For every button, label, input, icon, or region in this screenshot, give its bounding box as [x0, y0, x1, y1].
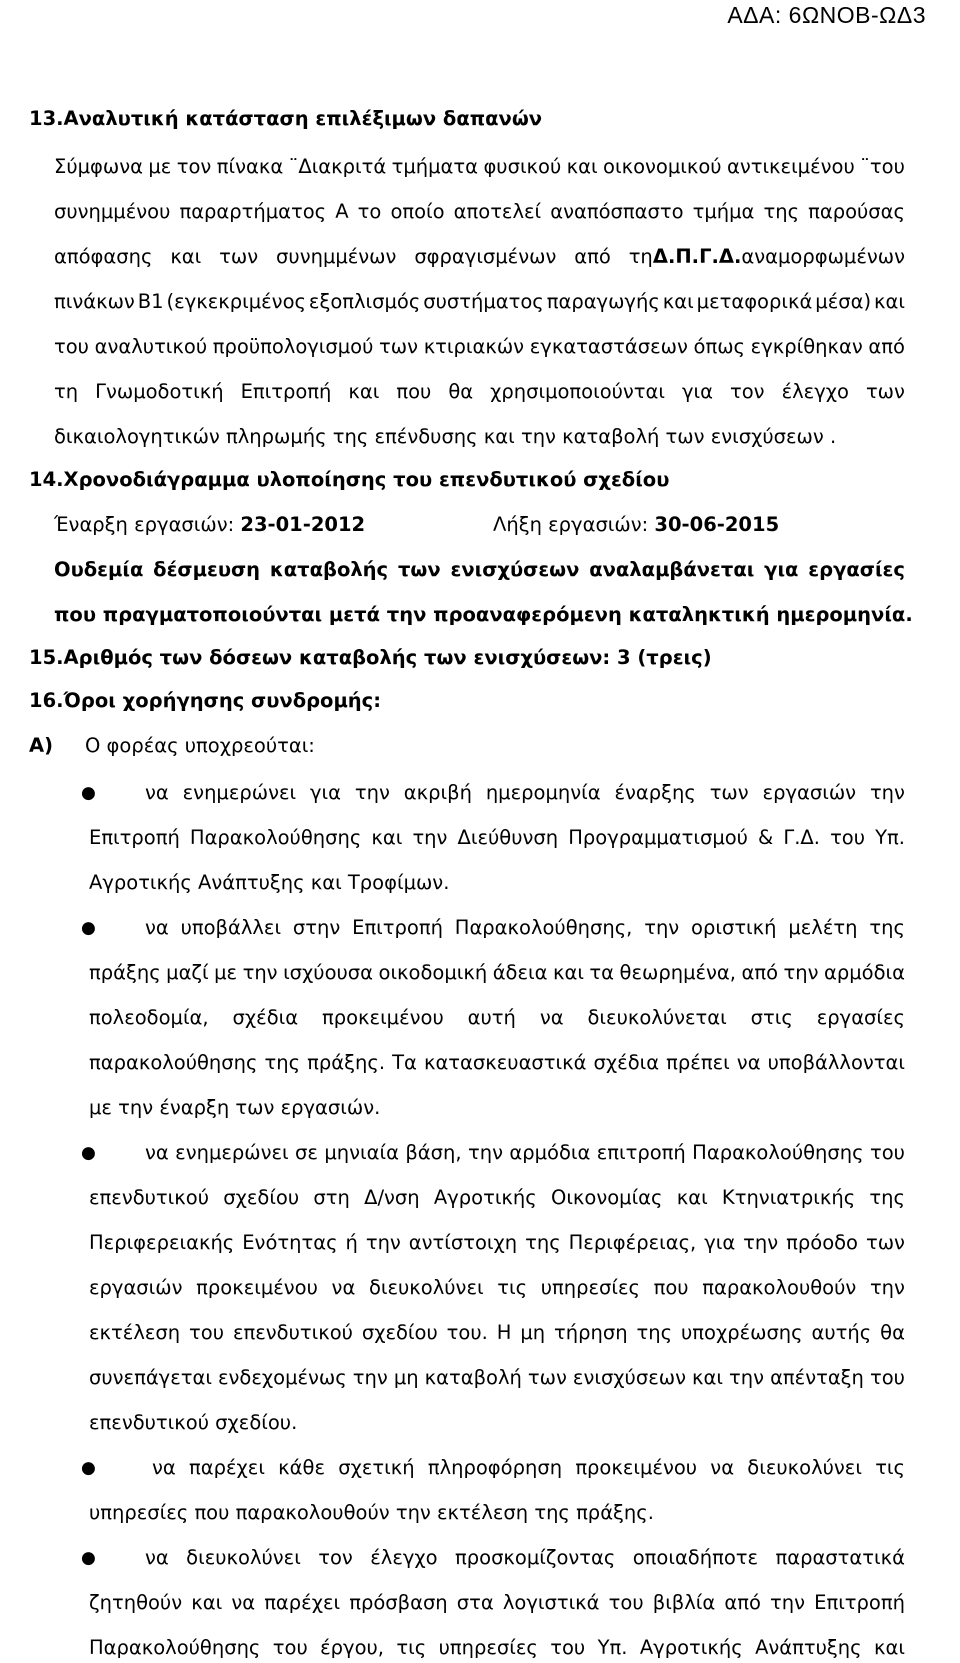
- word: θεωρημένα,: [619, 961, 736, 984]
- word: της: [525, 1231, 561, 1254]
- word: καταβολή: [424, 1366, 522, 1389]
- word: τμήμα: [692, 200, 755, 223]
- word: την: [869, 781, 905, 804]
- word: μη: [520, 1321, 546, 1344]
- subsection-a-label: Α): [29, 734, 54, 757]
- word: πράξης: [89, 961, 161, 984]
- document-code-header: ΑΔΑ: 6ΩΝΟΒ-ΩΔ3: [727, 2, 926, 28]
- subsection-a-text: Ο φορέας υποχρεούται:: [85, 734, 315, 757]
- bullet-5-line: [89, 1633, 905, 1663]
- word: να: [145, 1546, 169, 1569]
- word: υπηρεσίες: [438, 1636, 538, 1659]
- word: έργου,: [320, 1636, 385, 1659]
- word: την: [770, 1591, 806, 1614]
- word: Παρακολούθησης: [89, 1636, 261, 1659]
- word: &: [758, 826, 774, 849]
- word: Ουδεμία: [54, 558, 144, 581]
- word: ακριβή: [403, 781, 472, 804]
- word: από: [574, 245, 611, 268]
- word: μη: [393, 1366, 419, 1389]
- word: οικοδομική: [378, 961, 488, 984]
- word: ζητηθούν: [89, 1591, 183, 1614]
- word: αναλαμβάνεται: [589, 558, 755, 581]
- word: προκειμένου: [575, 1456, 698, 1479]
- word: παραγωγής: [546, 290, 660, 313]
- word: Γ.Δ.: [783, 826, 820, 849]
- word: της: [869, 916, 905, 939]
- start-date-label: Έναρξη εργασιών:: [54, 513, 235, 536]
- word: προκειμένου: [322, 1006, 444, 1029]
- word: την: [354, 781, 390, 804]
- word: Περιφερειακής: [89, 1231, 235, 1254]
- word: για: [310, 781, 342, 804]
- bullet-5-line: [145, 1543, 905, 1573]
- word: τον: [318, 1546, 353, 1569]
- bullet-icon: ●: [81, 918, 96, 938]
- word: Διεύθυνση: [457, 826, 559, 849]
- word: θα: [880, 1321, 905, 1344]
- word: να: [231, 1591, 256, 1614]
- word: του: [869, 1141, 905, 1164]
- word: σχετική: [338, 1456, 415, 1479]
- word: την: [729, 1366, 765, 1389]
- word: υποχρέωσης: [680, 1321, 803, 1344]
- word: αναλυτικού: [94, 335, 208, 358]
- word: εγκρίθηκαν: [750, 335, 863, 358]
- word: σε: [295, 1141, 318, 1164]
- word: του: [189, 1321, 225, 1344]
- word: του: [830, 826, 866, 849]
- word: μηνιαία: [324, 1141, 399, 1164]
- word: Παρακολούθησης: [189, 826, 362, 849]
- word: έλεγχο: [781, 380, 849, 403]
- word: Αγροτικής: [639, 1636, 743, 1659]
- bullet-icon: ●: [81, 783, 96, 803]
- word: που: [653, 1276, 689, 1299]
- word: των: [379, 335, 419, 358]
- bullet-2-line: [145, 913, 905, 943]
- word: στην: [292, 916, 341, 939]
- word: παρέχει: [264, 1591, 341, 1614]
- word: ή: [345, 1231, 358, 1254]
- word: ενισχύσεων: [450, 558, 580, 581]
- word: σχεδίου: [361, 1321, 438, 1344]
- word: τον: [730, 380, 765, 403]
- word: πρόοδο: [786, 1231, 858, 1254]
- word: βάση,: [405, 1141, 462, 1164]
- bullet-1-line: Αγροτικής Ανάπτυξης και Τροφίμων.: [89, 871, 450, 894]
- s13-line: [54, 197, 905, 227]
- word: Επιτροπή: [352, 916, 443, 939]
- word: του: [550, 1636, 586, 1659]
- word: στη: [313, 1186, 350, 1209]
- word: και: [566, 155, 598, 178]
- word: Επιτροπή: [240, 380, 332, 403]
- word: της: [869, 1186, 905, 1209]
- word: παρακολούθησης: [89, 1051, 258, 1074]
- bullet-2-line: με την έναρξη των εργασιών.: [89, 1096, 381, 1119]
- word: μαζί: [166, 961, 209, 984]
- word: διευκολύνει: [186, 1546, 301, 1569]
- word: έναρξης: [614, 781, 696, 804]
- word: συνημμένου: [54, 200, 171, 223]
- word: υποβάλλονται: [767, 1051, 905, 1074]
- word: της: [264, 1051, 301, 1074]
- word: Κτηνιατρικής: [721, 1186, 856, 1209]
- word: παρακολουθούν: [702, 1276, 857, 1299]
- bullet-icon: ●: [81, 1143, 96, 1163]
- word: παρέχει: [189, 1456, 265, 1479]
- word: Οικονομίας: [550, 1186, 663, 1209]
- word: σχεδίου: [223, 1186, 300, 1209]
- word: και: [662, 290, 694, 313]
- word: Ανάπτυξης: [755, 1636, 862, 1659]
- word: του: [869, 1366, 905, 1389]
- word: Υπ.: [597, 1636, 628, 1659]
- bullet-3-line: [89, 1183, 905, 1213]
- bullet-4-line: [152, 1453, 905, 1483]
- word: της: [636, 1321, 673, 1344]
- word: φυσικού: [483, 155, 562, 178]
- word: με: [214, 961, 238, 984]
- dpgd-abbrev: Δ.Π.Γ.Δ.: [652, 245, 742, 268]
- word: προϋπολογισμού: [212, 335, 374, 358]
- word: χρησιμοποιούνται: [490, 380, 665, 403]
- bullet-3-line: επενδυτικού σχεδίου.: [89, 1411, 298, 1434]
- word: επενδυτικού: [89, 1186, 209, 1209]
- word: πινάκων: [54, 290, 135, 313]
- word: κατασκευαστικά: [423, 1051, 587, 1074]
- bullet-3-line: [89, 1273, 905, 1303]
- word: και: [371, 826, 403, 849]
- word: αντίστοιχη: [408, 1231, 518, 1254]
- word: τα: [589, 961, 615, 984]
- word: συστήματος: [423, 290, 544, 313]
- s13-line: [54, 287, 905, 317]
- s13-line: [54, 332, 905, 362]
- word: να: [145, 781, 169, 804]
- word: την: [783, 961, 819, 984]
- bullet-2-line: [89, 1048, 905, 1078]
- word: διευκολύνει: [368, 1276, 484, 1299]
- word: και: [873, 1636, 905, 1659]
- word: οικονομικού: [603, 155, 722, 178]
- word: την: [467, 1141, 503, 1164]
- word: και: [170, 245, 202, 268]
- word: πρέπει: [666, 1051, 730, 1074]
- word: συνεπάγεται: [89, 1366, 212, 1389]
- word: για: [704, 1231, 736, 1254]
- word: Α: [335, 200, 349, 223]
- word: υπηρεσίες: [540, 1276, 640, 1299]
- bullet-icon: ●: [81, 1458, 96, 1478]
- bullet-3-line: [89, 1228, 905, 1258]
- s13-line-part: [54, 242, 653, 272]
- word: τήρηση: [554, 1321, 628, 1344]
- word: (εγκεκριμένος: [166, 290, 306, 313]
- word: Παρακολούθησης: [692, 1141, 864, 1164]
- word: του.: [446, 1321, 488, 1344]
- word: πρόσβαση: [349, 1591, 448, 1614]
- word: της: [763, 200, 800, 223]
- word: των: [219, 245, 259, 268]
- word: και: [348, 380, 380, 403]
- word: για: [682, 380, 713, 403]
- word: απένταξη: [770, 1366, 864, 1389]
- word: παραρτήματος: [179, 200, 327, 223]
- word: να: [331, 1276, 356, 1299]
- word: εργασίες: [808, 558, 905, 581]
- word: έλεγχο: [370, 1546, 438, 1569]
- word: εξοπλισμός: [308, 290, 421, 313]
- word: των: [865, 1231, 905, 1254]
- word: σχέδια: [232, 1006, 299, 1029]
- word: μέσα): [815, 290, 872, 313]
- start-date-value: 23-01-2012: [240, 513, 366, 536]
- word: ισχύουσα: [283, 961, 374, 984]
- word: την: [644, 916, 680, 939]
- word: Αγροτικής: [433, 1186, 537, 1209]
- end-date-value: 30-06-2015: [654, 513, 780, 536]
- bullet-3-line: [89, 1318, 905, 1348]
- word: Δ/νση: [364, 1186, 420, 1209]
- word: εργασιών: [762, 781, 857, 804]
- word: εγκαταστάσεων: [529, 335, 688, 358]
- word: οποιαδήποτε: [632, 1546, 759, 1569]
- word: προκειμένου: [196, 1276, 318, 1299]
- word: Επιτροπή: [814, 1591, 905, 1614]
- word: αποτελεί: [453, 200, 542, 223]
- word: στα: [456, 1591, 494, 1614]
- word: πληροφόρηση: [427, 1456, 563, 1479]
- word: διευκολύνεται: [587, 1006, 727, 1029]
- section-16-title: 16.Όροι χορήγησης συνδρομής:: [29, 689, 382, 712]
- word: τη: [628, 245, 653, 268]
- word: σφραγισμένων: [414, 245, 557, 268]
- word: πολεοδομία,: [89, 1006, 209, 1029]
- word: πίνακα: [216, 155, 284, 178]
- section-14-title: 14.Χρονοδιάγραμμα υλοποίησης του επενδυτικού σχεδίου: [29, 468, 670, 491]
- word: ενημερώνει: [182, 781, 297, 804]
- word: την: [352, 1366, 388, 1389]
- word: να: [145, 916, 169, 939]
- bullet-1-line: [145, 778, 905, 808]
- s13-line: [54, 242, 905, 272]
- word: Επιτροπή: [89, 826, 180, 849]
- section-13-title: 13.Αναλυτική κατάσταση επιλέξιμων δαπανών: [29, 107, 543, 130]
- word: του: [54, 335, 89, 358]
- s14-note-line: [54, 555, 905, 585]
- bullet-3-line: [89, 1363, 905, 1393]
- word: παραστατικά: [775, 1546, 905, 1569]
- word: οριστική: [691, 916, 777, 939]
- word: τις: [875, 1456, 905, 1479]
- word: από: [868, 335, 905, 358]
- word: επενδυτικού: [232, 1321, 353, 1344]
- word: από: [724, 1591, 761, 1614]
- word: εκτέλεση: [89, 1321, 181, 1344]
- word: διευκολύνει: [747, 1456, 862, 1479]
- word: αυτή: [467, 1006, 516, 1029]
- word: καταβολής: [269, 558, 389, 581]
- word: το: [357, 200, 382, 223]
- word: και: [692, 1366, 723, 1389]
- bullet-2-line: [89, 958, 905, 988]
- word: κάθε: [278, 1456, 325, 1479]
- word: που: [396, 380, 432, 403]
- word: προσκομίζοντας: [455, 1546, 616, 1569]
- bullet-4-line: υπηρεσίες που παρακολουθούν την εκτέλεση της πράξης.: [89, 1501, 654, 1524]
- word: στις: [750, 1006, 793, 1029]
- word: Τα: [392, 1051, 417, 1074]
- word: ενημερώνει: [175, 1141, 289, 1164]
- word: Υπ.: [875, 826, 905, 849]
- word: θα: [448, 380, 474, 403]
- bullet-3-line: [145, 1138, 905, 1168]
- word: την: [365, 1231, 401, 1254]
- word: του: [272, 1636, 308, 1659]
- end-date-row: [493, 510, 960, 540]
- s14-note-line: που πραγματοποιούνται μετά την προαναφερόμενη καταληκτική ημερομηνία.: [54, 603, 913, 626]
- bullet-icon: ●: [81, 1548, 96, 1568]
- s13-line: [54, 377, 905, 407]
- word: να: [152, 1456, 176, 1479]
- word: την: [412, 826, 448, 849]
- bullet-2-line: [89, 1003, 905, 1033]
- end-date-label: Λήξη εργασιών:: [493, 513, 649, 536]
- word: των: [527, 1366, 567, 1389]
- word: τμήματα: [391, 155, 479, 178]
- word: αναπόσπαστο: [550, 200, 684, 223]
- word: Η: [496, 1321, 512, 1344]
- section-15-row: [29, 643, 960, 673]
- word: πράξης.: [307, 1051, 386, 1074]
- word: ενισχύσεων: [572, 1366, 686, 1389]
- section-15-value: 3 (τρεις): [617, 646, 712, 669]
- word: και: [874, 290, 905, 313]
- word: βιβλία: [652, 1591, 716, 1614]
- word: άδεια: [492, 961, 548, 984]
- word: κτιριακών: [423, 335, 525, 358]
- word: αντικειμένου: [726, 155, 855, 178]
- word: υποβάλλει: [180, 916, 282, 939]
- word: και: [191, 1591, 223, 1614]
- word: Ενότητας: [242, 1231, 338, 1254]
- word: ημερομηνία: [485, 781, 601, 804]
- bullet-1-line: [89, 823, 905, 853]
- word: των: [709, 781, 749, 804]
- word: μελέτη: [788, 916, 858, 939]
- word: δέσμευση: [153, 558, 261, 581]
- word: αυτής: [811, 1321, 872, 1344]
- word: αρμόδια: [824, 961, 905, 984]
- word: να: [736, 1051, 761, 1074]
- section-15-label: 15.Αριθμός των δόσεων καταβολής των ενισχύσεων:: [29, 646, 611, 669]
- word: την: [242, 961, 278, 984]
- word: να: [145, 1141, 169, 1164]
- word: την: [869, 1276, 905, 1299]
- word: αρμόδια: [509, 1141, 591, 1164]
- word: με: [148, 155, 172, 178]
- word: και: [676, 1186, 708, 1209]
- word: όπως: [693, 335, 745, 358]
- word: τις: [396, 1636, 427, 1659]
- word: να: [710, 1456, 735, 1479]
- word: Προγραμματισμού: [568, 826, 748, 849]
- word: σχέδια: [593, 1051, 660, 1074]
- s13-line-part: αναμορφωμένων: [741, 245, 905, 268]
- word: από: [741, 961, 778, 984]
- bullet-5-line: [89, 1588, 905, 1618]
- word: μεταφορικά: [696, 290, 813, 313]
- word: για: [764, 558, 799, 581]
- word: Γνωμοδοτική: [95, 380, 224, 403]
- word: παρούσας: [808, 200, 905, 223]
- word: ¨του: [860, 155, 905, 178]
- word: εργασιών: [89, 1276, 183, 1299]
- word: λογιστικά: [502, 1591, 600, 1614]
- s13-line: δικαιολογητικών πληρωμής της επένδυσης και την καταβολή των ενισχύσεων .: [54, 425, 837, 448]
- word: να: [539, 1006, 564, 1029]
- word: οποίο: [390, 200, 445, 223]
- word: την: [743, 1231, 779, 1254]
- word: συνημμένων: [276, 245, 397, 268]
- word: Β1: [137, 290, 164, 313]
- word: Περιφέρειας,: [568, 1231, 697, 1254]
- word: Παρακολούθησης,: [454, 916, 633, 939]
- word: των: [865, 380, 905, 403]
- word: των: [397, 558, 441, 581]
- word: τον: [176, 155, 212, 178]
- word: ¨Διακριτά: [288, 155, 387, 178]
- word: τη: [54, 380, 79, 403]
- word: του: [608, 1591, 644, 1614]
- word: ενδεχομένως: [218, 1366, 347, 1389]
- s13-line: [54, 152, 905, 182]
- word: επιτροπή: [596, 1141, 686, 1164]
- word: τις: [497, 1276, 528, 1299]
- word: Σύμφωνα: [54, 155, 143, 178]
- word: εργασίες: [816, 1006, 905, 1029]
- word: και: [552, 961, 584, 984]
- word: απόφασης: [54, 245, 153, 268]
